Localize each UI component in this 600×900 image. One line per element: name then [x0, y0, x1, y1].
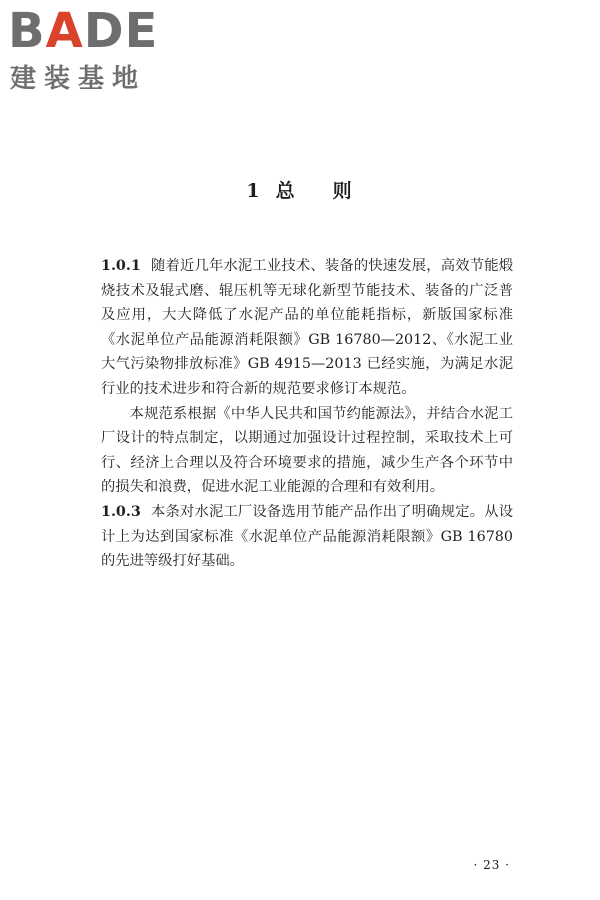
- clause-1-0-2-explanation: [101, 402, 513, 500]
- page-number: · 23 ·: [473, 858, 510, 872]
- logo-letters-de: DE: [83, 3, 159, 59]
- logo-letters-b: B: [8, 3, 46, 59]
- clause-text: 随着近几年水泥工业技术、装备的快速发展，高效节能煅烧技术及辊式磨、辊压机等无球化新型节能技术、装备的广泛普及应用，大大降低了水泥产品的单位能耗指标，新版国家标准《水泥单位产品能源消耗限额》GB 16780—2012、《水泥工业大气污染物排放标准》GB 4915—2013 已经实施，为满足水泥行业的技术进步和符合新的规范要求修订本规范。: [101, 258, 513, 397]
- chapter-body: [101, 254, 513, 574]
- logo-subtitle: 建装基地: [10, 64, 147, 94]
- chapter-title-char-2: 则: [332, 180, 354, 202]
- clause-1-0-3: [101, 500, 513, 574]
- chapter-title-char-1: 总: [275, 180, 297, 202]
- logo-letter-a-accent: A: [45, 3, 84, 59]
- clause-number: 1.0.1: [101, 258, 141, 274]
- clause-number: 1.0.3: [101, 503, 141, 520]
- logo-wordmark: [8, 3, 159, 59]
- chapter-number: 1: [246, 180, 262, 202]
- clause-1-0-1: [101, 254, 513, 402]
- clause-text: 本规范系根据《中华人民共和国节约能源法》，并结合水泥工厂设计的特点制定，以期通过加强设计过程控制，采取技术上可行、经济上合理以及符合环境要求的措施，减少生产各个环节中的损失和浪费，促进水泥工业能源的合理和有效利用。: [101, 405, 513, 496]
- bade-logo: [8, 3, 178, 96]
- chapter-title: [0, 176, 600, 203]
- clause-text: 本条对水泥工厂设备选用节能产品作出了明确规定。从设计上为达到国家标准《水泥单位产品能源消耗限额》GB 16780 的先进等级打好基础。: [101, 503, 513, 570]
